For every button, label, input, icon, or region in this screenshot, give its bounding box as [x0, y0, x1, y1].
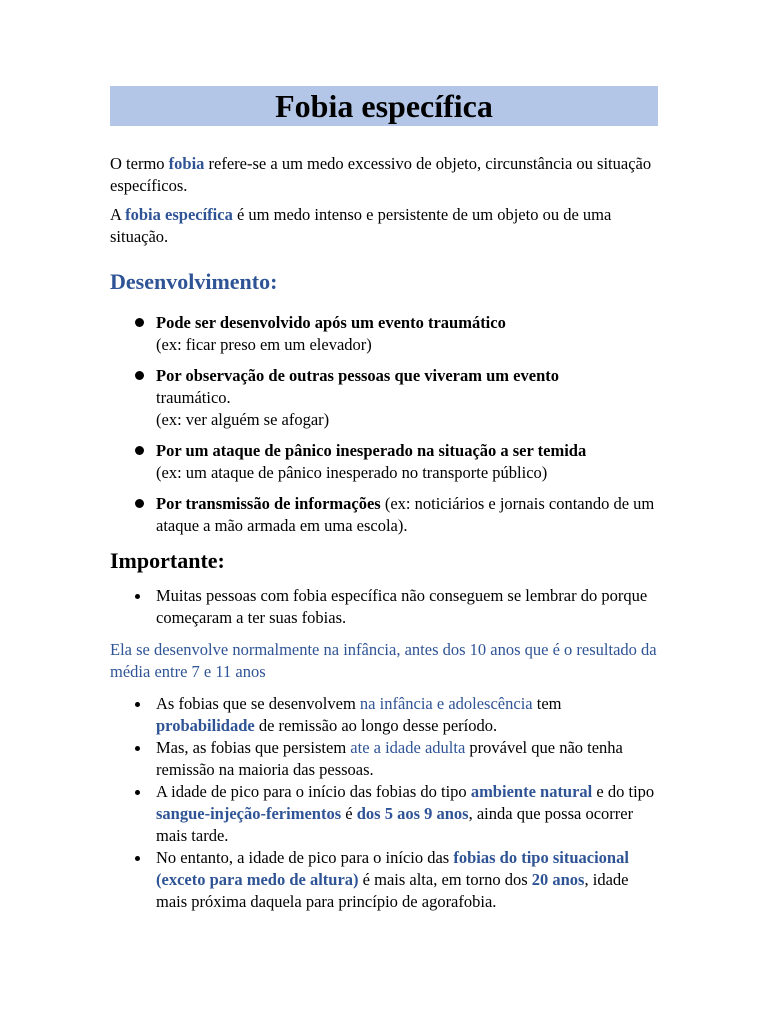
term-fobia: fobia	[168, 154, 205, 173]
list-item: Por observação de outras pessoas que viveram um evento traumático. (ex: ver alguém se afogar)	[110, 365, 658, 431]
list-item: No entanto, a idade de pico para o início das fobias do tipo situacional (exceto para medo de altura) é mais alta, em torno dos 20 anos, idade mais próxima daquela para princípio de agorafobia.	[110, 847, 658, 913]
intro-paragraph-1: O termo fobia refere-se a um medo excessivo de objeto, circunstância ou situação específicos.	[110, 154, 652, 195]
importante-list-2	[110, 693, 658, 913]
list-item: Por um ataque de pânico inesperado na situação a ser temida (ex: um ataque de pânico inesperado no transporte público)	[110, 440, 658, 484]
list-item: Pode ser desenvolvido após um evento traumático (ex: ficar preso em um elevador)	[110, 312, 658, 356]
term-fobia-especifica: fobia específica	[125, 205, 233, 224]
heading-desenvolvimento: Desenvolvimento:	[110, 269, 278, 294]
list-item: A idade de pico para o início das fobias do tipo ambiente natural e do tipo sangue-injeção-ferimentos é dos 5 aos 9 anos, ainda que possa ocorrer mais tarde.	[110, 781, 658, 847]
intro-paragraph-2: A fobia específica é um medo intenso e persistente de um objeto ou de uma situação.	[110, 205, 612, 246]
heading-importante: Importante:	[110, 548, 225, 573]
list-item: Muitas pessoas com fobia específica não conseguem se lembrar do porque começaram a ter suas fobias.	[110, 585, 658, 629]
list-item: Por transmissão de informações (ex: noticiários e jornais contando de um ataque a mão armada em uma escola).	[110, 493, 658, 537]
desenvolvimento-list	[110, 312, 658, 537]
list-item: Mas, as fobias que persistem ate a idade adulta provável que não tenha remissão na maioria das pessoas.	[110, 737, 658, 781]
list-item: As fobias que se desenvolvem na infância e adolescência tem probabilidade de remissão ao longo desse período.	[110, 693, 658, 737]
importante-list-1	[110, 585, 658, 629]
highlight-paragraph: Ela se desenvolve normalmente na infância, antes dos 10 anos que é o resultado da média entre 7 e 11 anos	[110, 640, 657, 681]
document-body	[110, 153, 658, 913]
page-title: Fobia específica	[110, 86, 658, 126]
